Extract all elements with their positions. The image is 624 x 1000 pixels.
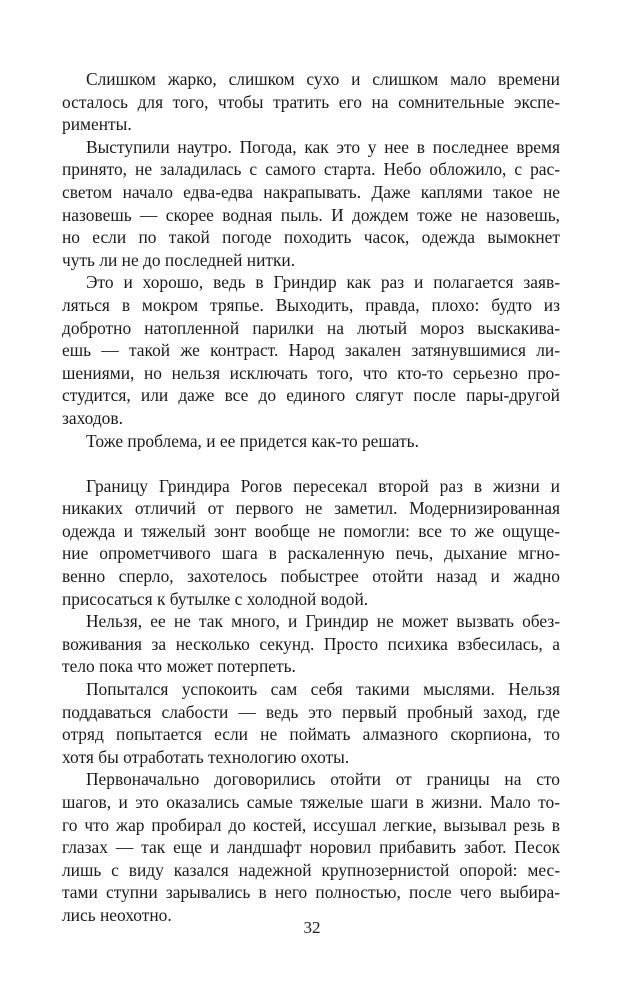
paragraph <box>62 475 560 611</box>
text-line: лись неохотно. <box>62 904 172 925</box>
page-text <box>62 68 560 927</box>
text-line: принято, не заладилась с самого старта. Небо обложило, с рас- <box>62 159 560 180</box>
text-line: отряд попытается если не поймать алмазного скорпиона, то <box>62 724 560 745</box>
text-line: ляться в мокром тряпье. Выходить, правда, плохо: будто из <box>62 294 560 315</box>
text-line: но если по такой погоде походить часок, одежда вымокнет <box>62 227 560 248</box>
paragraph <box>62 610 560 678</box>
section-2 <box>62 475 560 927</box>
text-line: поддаваться слабости — ведь это первый пробный заход, где <box>62 701 560 722</box>
text-line: Первоначально договорились отойти от границы на сто <box>86 769 560 790</box>
text-line: го что жар пробирал до костей, иссушал легкие, вызывал резь в <box>62 814 560 835</box>
text-line: шагов, и это оказались самые тяжелые шаги в жизни. Мало то- <box>62 792 560 812</box>
text-line: Это и хорошо, ведь в Гриндир как раз и полагается заяв- <box>86 272 560 293</box>
section-1 <box>62 68 560 452</box>
text-line: Нельзя, ее не так много, и Гриндир не может вызвать обез- <box>86 611 560 632</box>
text-line: студится, или даже все до единого слягут после пары-другой <box>62 385 560 406</box>
text-line: назовешь — скорее водная пыль. И дождем тоже не назовешь, <box>62 204 560 225</box>
page-number: 32 <box>303 918 321 937</box>
paragraph <box>62 768 560 926</box>
paragraph <box>62 271 560 429</box>
text-line: чуть ли не до последней нитки. <box>62 249 296 270</box>
text-line: одежда и тяжелый зонт вообще не помогли: все то же ощуще- <box>62 520 560 541</box>
text-line: Попытался успокоить сам себя такими мыслями. Нельзя <box>86 679 560 700</box>
text-line: Слишком жарко, слишком сухо и слишком мало времени <box>86 69 560 89</box>
text-line: тело пока что может потерпеть. <box>62 656 296 677</box>
text-line: добротно натопленной парилки на лютый мороз выскакива- <box>62 317 560 338</box>
text-line: тами ступни зарывались в него полностью, после чего выбира- <box>62 882 560 903</box>
text-line: заходов. <box>62 407 123 428</box>
paragraph <box>62 430 560 453</box>
text-line: осталось для того, чтобы тратить его на сомнительные экспе- <box>62 91 560 112</box>
text-line: никаких отличий от первого не заметил. Модернизированная <box>62 498 560 519</box>
text-line: ешь — такой же контраст. Народ закален затянувшимися ли- <box>62 340 560 361</box>
text-line: хотя бы отработать технологию охоты. <box>62 746 350 767</box>
text-line: Границу Гриндира Рогов пересекал второй раз в жизни и <box>86 475 560 496</box>
text-line: лишь с виду казался надежной крупнозернистой опорой: мес- <box>62 859 560 880</box>
text-line: глазах — так еще и ландшафт норовил прибавить забот. Песок <box>62 837 560 858</box>
paragraph <box>62 678 560 768</box>
text-line: венно сперло, захотелось побыстрее отойти назад и жадно <box>62 566 560 587</box>
text-line: рименты. <box>62 114 132 135</box>
text-line: присосаться к бутылке с холодной водой. <box>62 588 369 609</box>
text-line: воживания за несколько секунд. Просто психика взбесилась, а <box>62 633 560 654</box>
section-break <box>62 452 560 475</box>
text-line: ние опрометчивого шага в раскаленную печь, дыхание мгно- <box>62 543 560 564</box>
paragraph <box>62 68 560 136</box>
text-line: Выступили наутро. Погода, как это у нее в последнее время <box>86 136 560 157</box>
text-line: шениями, но нельзя исключать того, что кто-то серьезно про- <box>62 362 560 383</box>
text-line: Тоже проблема, и ее придется как-то решать. <box>86 430 419 451</box>
text-line: светом начало едва-едва накрапывать. Даже каплями такое не <box>62 181 560 202</box>
paragraph <box>62 136 560 272</box>
